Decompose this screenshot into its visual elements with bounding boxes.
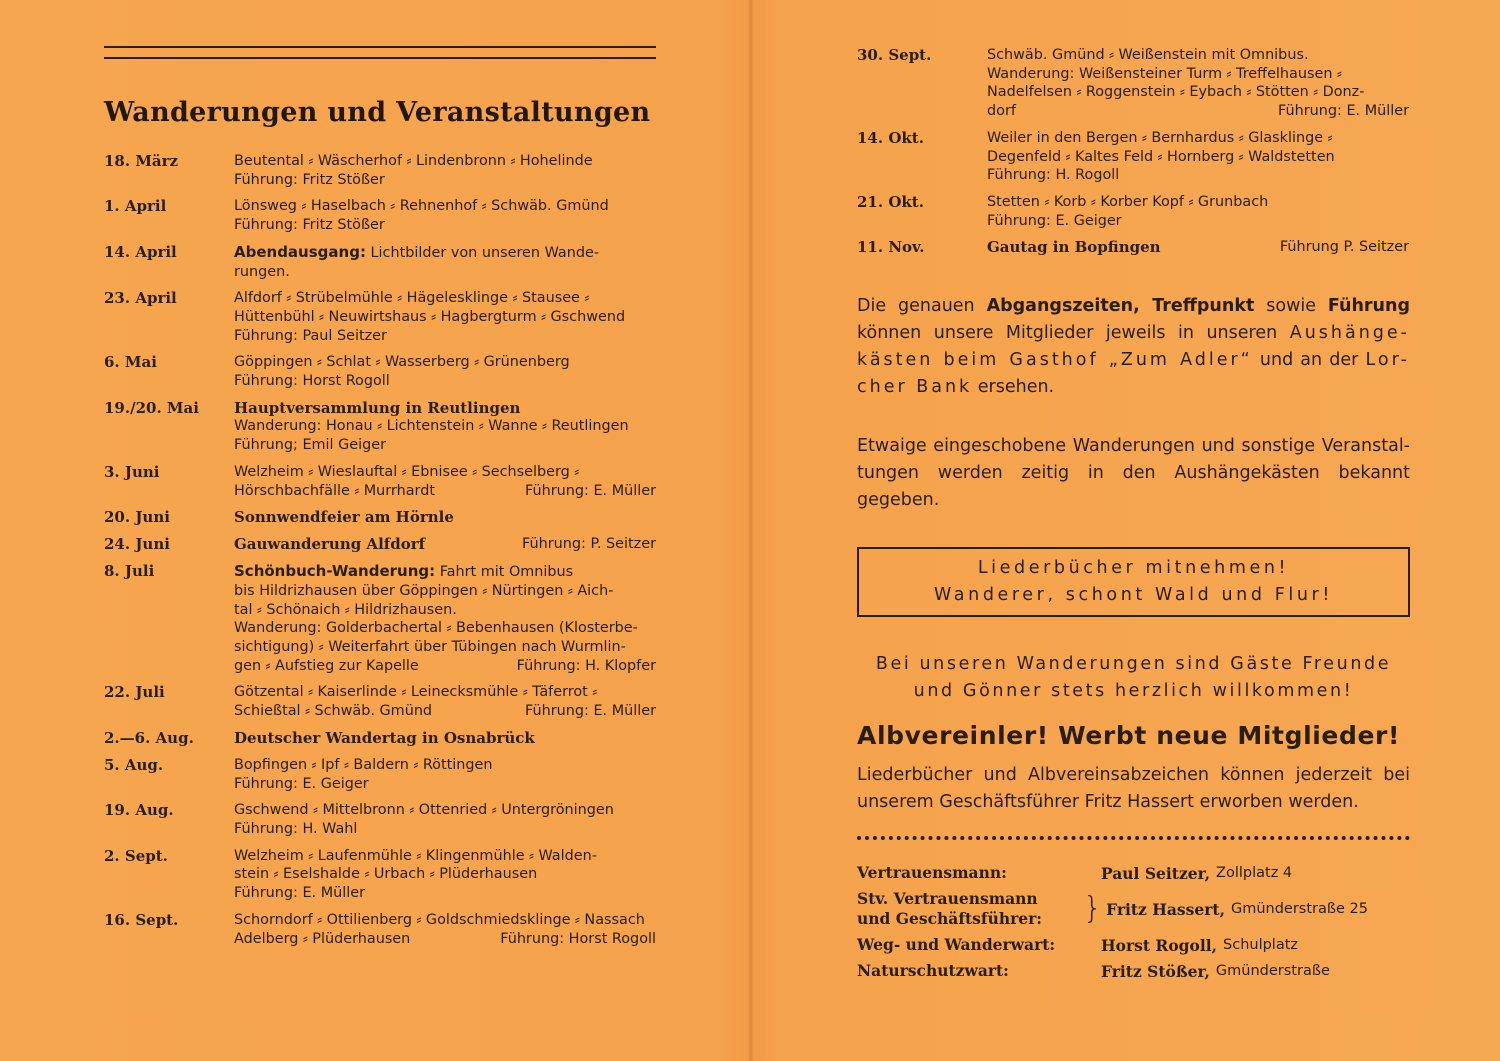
event-guide: Führung: P. Seitzer	[522, 536, 656, 553]
event-details	[987, 46, 1409, 121]
event-title: Deutscher Wandertag in Osnabrück	[234, 728, 535, 747]
event-text-line: Weiler in den Bergen ⸗ Bernhardus ⸗ Glasklinge ⸗	[987, 129, 1333, 146]
event-row	[857, 193, 1410, 230]
officer-role: Vertrauensmann:	[857, 863, 1007, 883]
event-date: 1. April	[104, 197, 167, 216]
page-heading: Wanderungen und Veranstaltungen	[104, 97, 651, 128]
event-date: 5. Aug.	[104, 755, 164, 774]
event-text-line	[234, 562, 656, 582]
event-lead: Schönbuch-Wanderung:	[234, 562, 436, 581]
event-details	[234, 353, 656, 390]
left-page	[104, 46, 656, 956]
event-row	[857, 46, 1410, 121]
event-date: 16. Sept.	[104, 910, 179, 929]
event-title-line	[234, 535, 656, 554]
officer-address: Gmünderstraße	[1215, 963, 1330, 980]
event-date: 19. Aug.	[104, 801, 174, 820]
event-date: 19./20. Mai	[104, 398, 199, 417]
event-details	[234, 289, 656, 345]
event-text-line: Führung; Emil Geiger	[234, 437, 387, 454]
event-guide: Führung P. Seitzer	[1279, 239, 1409, 256]
event-text-line: Schwäb. Gmünd ⸗ Weißenstein mit Omnibus.	[987, 47, 1309, 63]
event-date: 2. Sept.	[104, 846, 168, 865]
event-text-line: Götzental ⸗ Kaiserlinde ⸗ Leinecksmühle ⸗ Täferrot ⸗	[234, 684, 598, 701]
event-list-continued	[857, 46, 1410, 257]
event-row	[104, 508, 656, 527]
event-details	[234, 847, 656, 903]
event-row	[104, 463, 656, 500]
event-date: 18. März	[104, 152, 179, 170]
event-text-line: sichtigung) ⸗ Weiterfahrt über Tübingen nach Wurmlin-	[234, 639, 626, 656]
event-guide: Führung: E. Müller	[1278, 103, 1409, 120]
event-row	[104, 562, 656, 675]
event-text-line: Lönsweg ⸗ Haselbach ⸗ Rehnenhof ⸗ Schwäb. Gmünd	[234, 198, 609, 215]
event-text-line: Führung: Fritz Stößer	[234, 171, 385, 188]
event-row	[104, 847, 656, 903]
event-details	[234, 399, 656, 455]
event-guide: Führung: E. Müller	[525, 703, 656, 720]
boxed-notice-line-2: Wanderer, schont Wald und Flur!	[934, 585, 1333, 606]
event-lead: Abendausgang:	[234, 242, 366, 261]
event-details	[987, 238, 1409, 257]
dotted-rule	[857, 836, 1410, 845]
event-text-line: Führung: Horst Rogoll	[234, 373, 390, 390]
event-date: 23. April	[104, 289, 177, 308]
event-row	[104, 801, 656, 838]
event-date: 6. Mai	[104, 353, 157, 372]
event-text: Adelberg ⸗ Plüderhausen	[234, 930, 411, 947]
event-date: 22. Juli	[104, 683, 165, 702]
officer-row	[857, 961, 1410, 981]
officer-name: Fritz Hassert,	[1106, 899, 1225, 919]
event-split-line	[234, 930, 656, 949]
welcome-line-2: und Gönner stets herzlich willkommen!	[913, 681, 1354, 702]
event-split-line	[234, 657, 656, 676]
event-details	[234, 683, 656, 720]
event-text-line	[234, 243, 656, 263]
event-text-line: Führung: Fritz Stößer	[234, 217, 385, 234]
event-text-line: Beutental ⸗ Wäscherhof ⸗ Lindenbronn ⸗ Hohelinde	[234, 153, 593, 169]
event-details	[234, 152, 656, 189]
event-text-line: Hüttenbühl ⸗ Neuwirtshaus ⸗ Hagbergturm ⸗ Gschwend	[234, 308, 626, 325]
officer-address: Zollplatz 4	[1216, 865, 1293, 882]
event-text-line: Alfdorf ⸗ Strübelmühle ⸗ Hägelesklinge ⸗ Stausee ⸗	[234, 290, 590, 307]
event-details	[234, 463, 656, 500]
event-text-line: Welzheim ⸗ Wieslauftal ⸗ Ebnisee ⸗ Sechselberg ⸗	[234, 463, 580, 480]
event-text-line: Wanderung: Honau ⸗ Lichtenstein ⸗ Wanne ⸗ Reutlingen	[234, 418, 629, 435]
event-text-line: Welzheim ⸗ Laufenmühle ⸗ Klingenmühle ⸗ Walden-	[234, 847, 597, 864]
top-double-rule	[104, 46, 656, 59]
event-details	[987, 129, 1409, 185]
event-date: 8. Juli	[104, 562, 155, 581]
event-row	[104, 729, 656, 748]
event-text: Schießtal ⸗ Schwäb. Gmünd	[234, 703, 433, 720]
officer-row	[857, 889, 1410, 929]
officer-name: Fritz Stößer,	[1101, 961, 1210, 981]
event-details	[234, 756, 656, 793]
event-title-line	[987, 238, 1409, 257]
event-row	[104, 353, 656, 390]
event-date: 14. April	[104, 242, 177, 261]
event-guide: Führung: E. Müller	[525, 482, 656, 499]
recruit-heading: Albvereinler! Werbt neue Mitglieder!	[857, 721, 1400, 751]
event-text: Hörschbachfälle ⸗ Murrhardt	[234, 482, 435, 499]
event-text-line: Stetten ⸗ Korb ⸗ Korber Kopf ⸗ Grunbach	[987, 193, 1269, 210]
officer-role: Naturschutzwart:	[857, 961, 1009, 981]
event-row	[104, 152, 656, 189]
welcome-note	[857, 651, 1410, 705]
event-details	[234, 243, 656, 281]
event-text-line: Göppingen ⸗ Schlat ⸗ Wasserberg ⸗ Grünenberg	[234, 354, 570, 371]
welcome-line-1: Bei unseren Wanderungen sind Gäste Freunde	[875, 654, 1392, 675]
info-paragraph-notices: Etwaige eingeschobene Wanderungen und sonstige Veranstal-tungen werden zeitig in den Aushängekästen bekannt gegeben.	[857, 436, 1410, 511]
event-details	[234, 535, 656, 554]
officer-role	[857, 889, 1101, 929]
event-text-line: Führung: Paul Seitzer	[234, 327, 387, 344]
event-details	[234, 508, 656, 527]
event-text-line: Degenfeld ⸗ Kaltes Feld ⸗ Hornberg ⸗ Waldstetten	[987, 148, 1335, 165]
officer-row	[857, 863, 1410, 883]
event-row	[104, 197, 656, 234]
officer-role: Weg- und Wanderwart:	[857, 935, 1056, 955]
event-text: Fahrt mit Omnibus	[439, 564, 574, 581]
event-text-line: stein ⸗ Eselshalde ⸗ Urbach ⸗ Plüderhausen	[234, 866, 538, 883]
event-row	[857, 129, 1410, 185]
event-date: 3. Juni	[104, 462, 160, 481]
event-date: 24. Juni	[104, 535, 170, 554]
event-row	[104, 243, 656, 281]
event-list	[104, 152, 656, 948]
event-text-line: tal ⸗ Schönaich ⸗ Hildrizhausen.	[234, 601, 457, 618]
event-date: 20. Juni	[104, 508, 170, 527]
event-row	[104, 399, 656, 455]
event-row	[104, 289, 656, 345]
event-date: 11. Nov.	[857, 238, 925, 257]
event-text-line: Führung: E. Geiger	[234, 775, 369, 792]
event-details	[234, 729, 656, 748]
info-paragraph-badges: Liederbücher und Albvereinsabzeichen können jederzeit bei unserem Geschäftsführer Fritz Hassert erworben werden.	[857, 765, 1410, 813]
event-title: Gautag in Bopfingen	[987, 238, 1161, 257]
officer-address: Gmünderstraße 25	[1230, 901, 1368, 918]
event-text-line: bis Hildrizhausen über Göppingen ⸗ Nürtingen ⸗ Aich-	[234, 582, 614, 599]
event-date: 14. Okt.	[857, 128, 924, 147]
boxed-notice	[857, 547, 1410, 617]
event-row	[104, 683, 656, 720]
event-text-line: Führung: H. Rogoll	[987, 167, 1120, 184]
event-text-line: Führung: E. Müller	[234, 885, 365, 902]
event-details	[234, 801, 656, 838]
event-date: 2.—6. Aug.	[104, 728, 194, 747]
event-text-line: Führung: H. Wahl	[234, 820, 358, 837]
event-title: Gauwanderung Alfdorf	[234, 535, 426, 554]
officer-name: Horst Rogoll,	[1101, 935, 1218, 955]
event-text: dorf	[987, 103, 1016, 120]
event-row	[104, 911, 656, 948]
event-title: Sonnwendfeier am Hörnle	[234, 508, 454, 527]
event-date: 30. Sept.	[857, 46, 932, 64]
event-text: Lichtbilder von unseren Wande-	[370, 244, 600, 261]
officer-row	[857, 935, 1410, 955]
event-text-line: Wanderung: Golderbachertal ⸗ Bebenhausen (Klosterbe-	[234, 620, 638, 637]
event-text-line: Wanderung: Weißensteiner Turm ⸗ Treffelhausen ⸗	[987, 65, 1342, 82]
event-details	[234, 562, 656, 675]
officer-role-line-2: und Geschäftsführer:	[857, 909, 1043, 929]
event-text-line: rungen.	[234, 263, 290, 280]
event-row	[857, 238, 1410, 257]
event-text-line: Führung: E. Geiger	[987, 212, 1122, 229]
officer-address: Schulplatz	[1223, 937, 1299, 954]
right-page	[857, 46, 1410, 987]
officers-list	[857, 863, 1410, 981]
event-text: gen ⸗ Aufstieg zur Kapelle	[234, 657, 419, 674]
event-details	[234, 197, 656, 234]
event-date: 21. Okt.	[857, 192, 924, 211]
event-text-line: Bopfingen ⸗ Ipf ⸗ Baldern ⸗ Röttingen	[234, 756, 493, 773]
event-text-line: Schorndorf ⸗ Ottilienberg ⸗ Goldschmiedsklinge ⸗ Nassach	[234, 911, 645, 928]
event-guide: Führung: H. Klopfer	[516, 657, 656, 674]
event-text-line: Gschwend ⸗ Mittelbronn ⸗ Ottenried ⸗ Untergröningen	[234, 802, 614, 819]
info-paragraph-meeting: Die genauen Abgangszeiten, Treffpunkt sowie Führung können unsere Mitglieder jeweils in unseren Aushänge- kästen beim Gasthof „Zum Adler“ und an der Lor- cher Bank ersehen.	[857, 296, 1410, 398]
event-row	[104, 535, 656, 554]
officer-name: Paul Seitzer,	[1101, 863, 1211, 883]
officer-role-line-1: Stv. Vertrauensmann	[857, 889, 1038, 909]
event-details	[234, 911, 656, 948]
boxed-notice-line-1: Liederbücher mitnehmen!	[977, 558, 1290, 579]
event-split-line	[987, 102, 1409, 121]
event-split-line	[234, 702, 656, 721]
brace-glyph: }	[1083, 891, 1103, 927]
event-row	[104, 756, 656, 793]
event-split-line	[234, 482, 656, 501]
center-fold	[748, 0, 754, 1061]
event-details	[987, 193, 1409, 230]
event-guide: Führung: Horst Rogoll	[500, 930, 656, 947]
event-title: Hauptversammlung in Reutlingen	[234, 398, 521, 417]
event-text-line: Nadelfelsen ⸗ Roggenstein ⸗ Eybach ⸗ Stötten ⸗ Donz-	[987, 84, 1365, 101]
